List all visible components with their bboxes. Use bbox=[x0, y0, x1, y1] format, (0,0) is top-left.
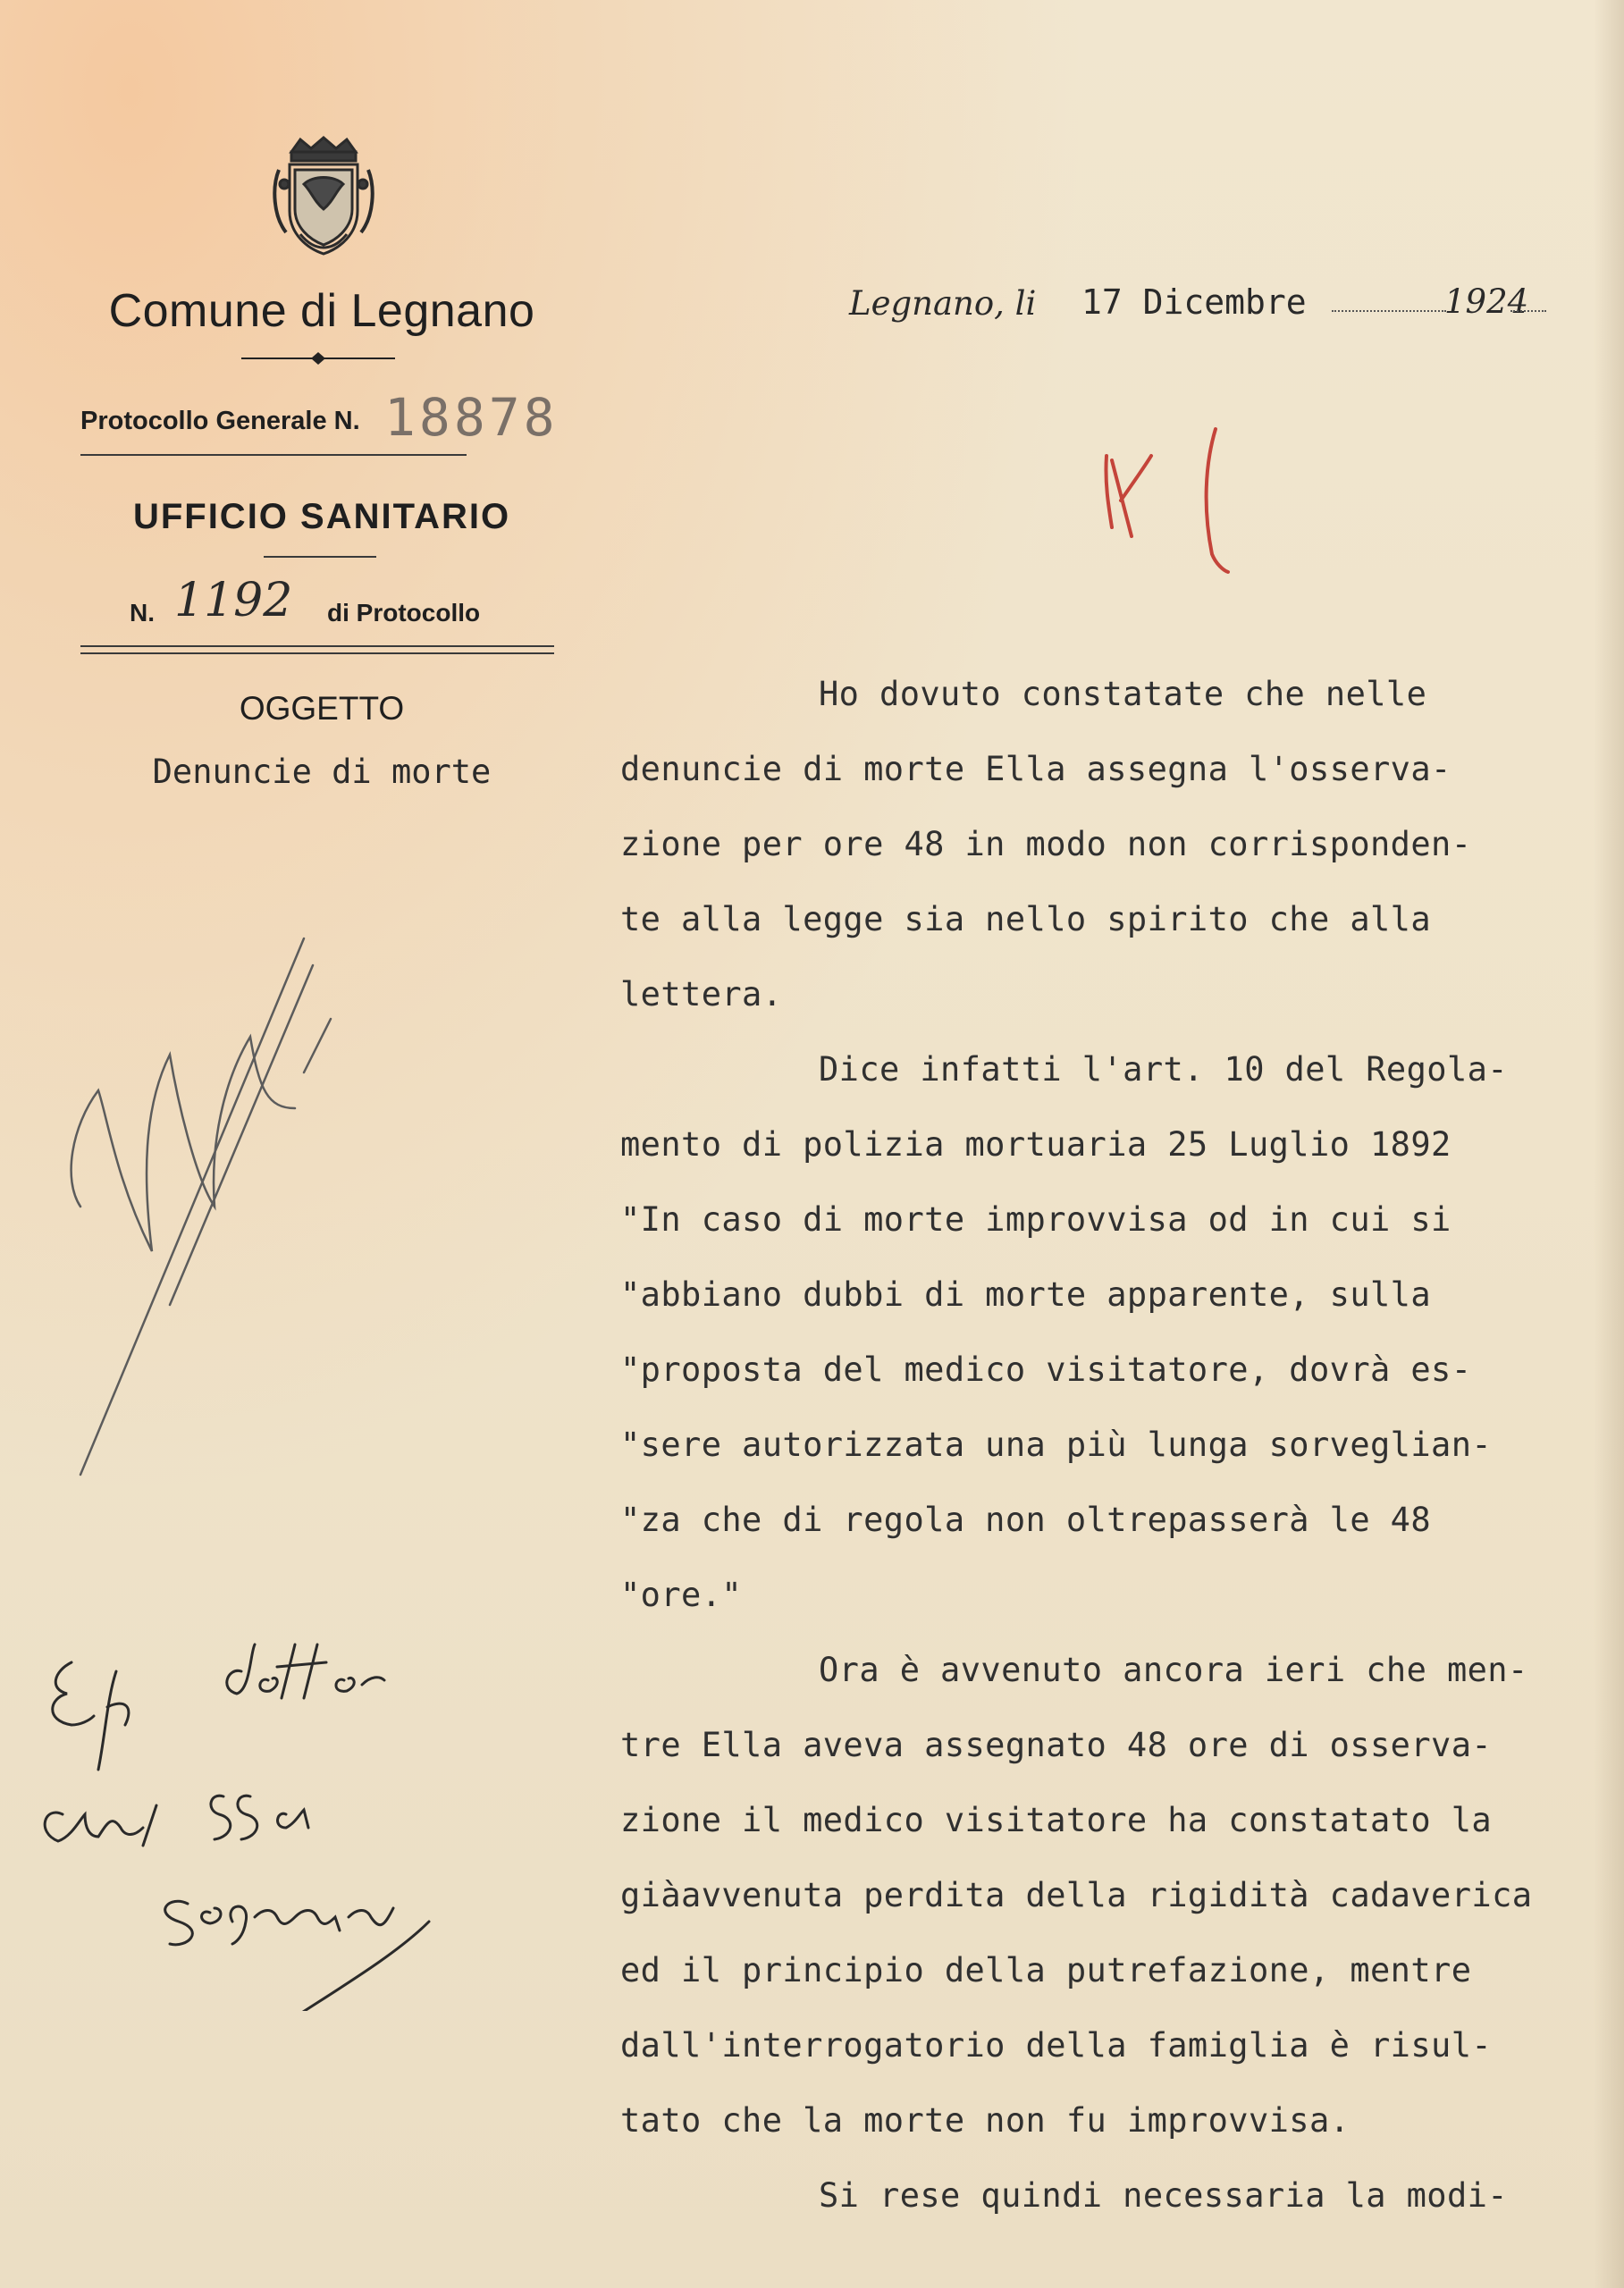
red-pencil-mark bbox=[1089, 420, 1267, 581]
body-line: tre Ella aveva assegnato 48 ore di osserva- bbox=[620, 1726, 1493, 1764]
diamond-divider bbox=[241, 352, 395, 365]
date-dotted-line-end bbox=[1510, 310, 1546, 312]
body-line: zione per ore 48 in modo non corrisponden- bbox=[620, 825, 1472, 863]
protocollo-generale-label: Protocollo Generale N. bbox=[80, 407, 360, 435]
letterhead-double-rule-top bbox=[80, 645, 554, 647]
body-line: denuncie di morte Ella assegna l'osserva- bbox=[620, 750, 1452, 788]
date-dotted-line bbox=[1332, 310, 1446, 312]
body-line: Ho dovuto constatate che nelle bbox=[819, 675, 1427, 713]
place-label: Legnano, li bbox=[849, 284, 1037, 323]
comune-title: Comune di Legnano bbox=[108, 285, 535, 337]
coat-of-arms-icon bbox=[265, 134, 383, 259]
body-line: lettera. bbox=[620, 975, 783, 1014]
body-line: Ora è avvenuto ancora ieri che men- bbox=[819, 1651, 1528, 1689]
oggetto-value: Denuncie di morte bbox=[152, 753, 492, 791]
body-line: te alla legge sia nello spirito che alla bbox=[620, 900, 1432, 938]
body-line: mento di polizia mortuaria 25 Luglio 1892 bbox=[620, 1125, 1452, 1164]
handwritten-addressee bbox=[9, 1636, 492, 2011]
body-line: "abbiano dubbi di morte apparente, sulla bbox=[620, 1275, 1432, 1314]
body-line: tato che la morte non fu improvvisa. bbox=[620, 2101, 1351, 2140]
body-line: "za che di regola non oltrepasserà le 48 bbox=[620, 1501, 1432, 1539]
ufficio-divider bbox=[264, 556, 376, 558]
body-line: Dice infatti l'art. 10 del Regola- bbox=[819, 1050, 1508, 1089]
ufficio-sanitario-heading: UFFICIO SANITARIO bbox=[132, 497, 511, 536]
letter-body bbox=[620, 657, 1608, 2233]
letterhead-double-rule-bottom bbox=[80, 652, 554, 654]
protocollo-n-value: 1192 bbox=[174, 574, 293, 627]
oggetto-label: OGGETTO bbox=[239, 690, 405, 727]
date-day-month: 17 Dicembre bbox=[1081, 282, 1307, 322]
protocollo-di-label: di Protocollo bbox=[327, 599, 481, 627]
body-line: "In caso di morte improvvisa od in cui si bbox=[620, 1200, 1452, 1239]
body-line: ed il principio della putrefazione, mentre bbox=[620, 1951, 1472, 1989]
protocollo-generale-number: 18878 bbox=[384, 387, 559, 448]
protocollo-n-label: N. bbox=[130, 599, 155, 627]
date-year: 1924 bbox=[1444, 282, 1529, 321]
body-line: Si rese quindi necessaria la modi- bbox=[819, 2176, 1508, 2215]
body-line: giàavvenuta perdita della rigidità cadaverica bbox=[620, 1876, 1533, 1914]
body-line: zione il medico visitatore ha constatato la bbox=[620, 1801, 1493, 1839]
body-line: "sere autorizzata una più lunga sorveglian- bbox=[620, 1426, 1493, 1464]
pencil-initials-mark bbox=[45, 912, 527, 1484]
body-line: dall'interrogatorio della famiglia è risul- bbox=[620, 2026, 1493, 2065]
body-line: "ore." bbox=[620, 1576, 743, 1614]
body-line: "proposta del medico visitatore, dovrà es- bbox=[620, 1350, 1472, 1389]
protocollo-generale-rule bbox=[80, 454, 467, 456]
